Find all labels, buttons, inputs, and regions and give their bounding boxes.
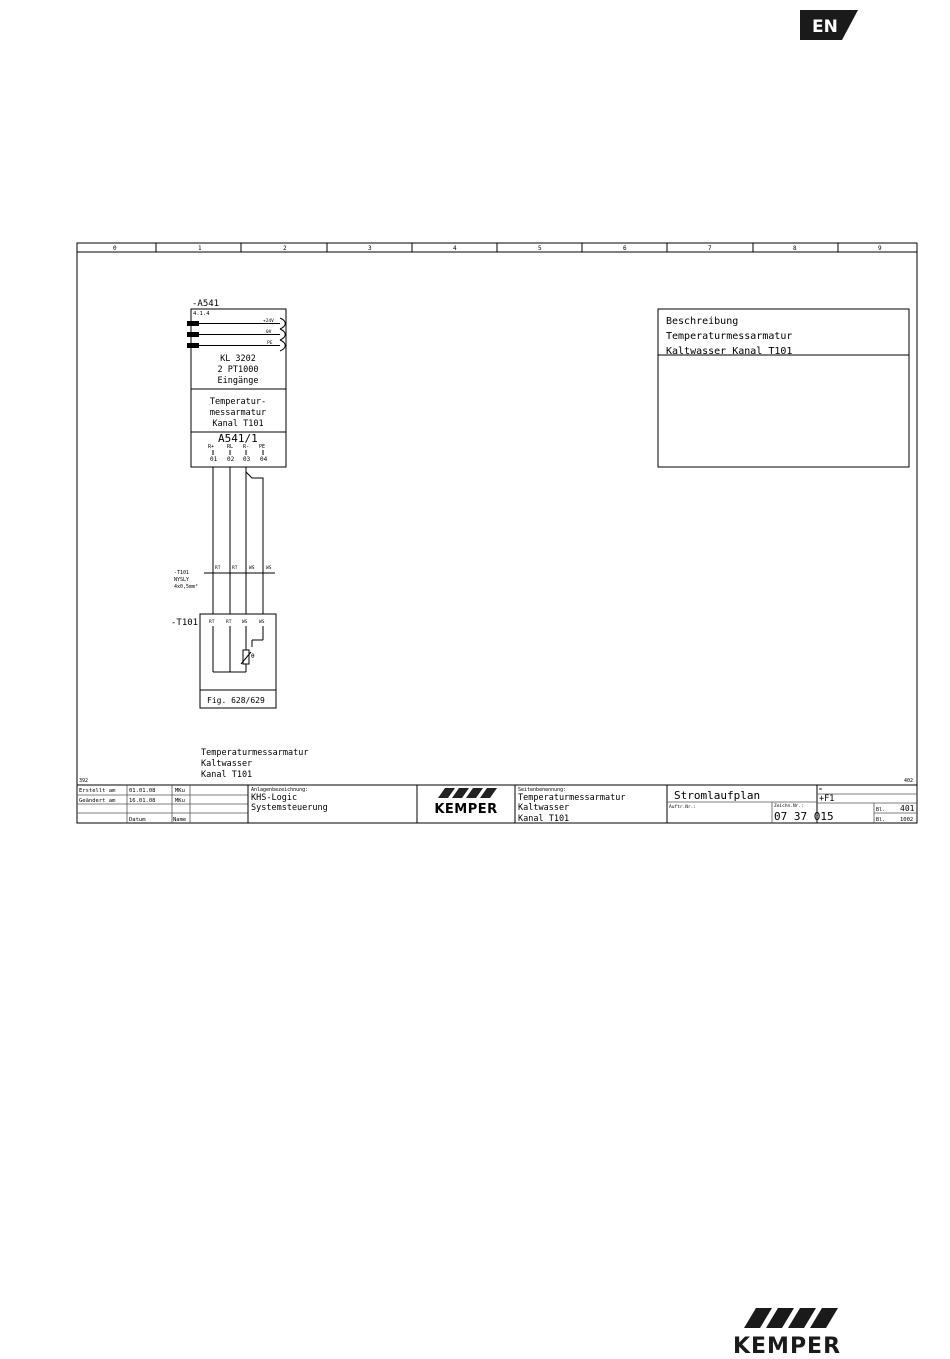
date-label: Datum bbox=[129, 817, 146, 823]
terminal-ref: A541/1 bbox=[218, 432, 258, 445]
cable-type: NYSLY bbox=[174, 577, 190, 583]
column-number: 8 bbox=[793, 245, 797, 252]
terminal-number: 02 bbox=[227, 456, 235, 463]
resistor-symbol bbox=[243, 650, 249, 664]
doc-type: Stromlaufplan bbox=[674, 789, 761, 802]
column-number: 5 bbox=[538, 245, 542, 252]
drawing-label: Zeichn.Nr.: bbox=[774, 804, 804, 809]
sensor-fig: Fig. 628/629 bbox=[207, 696, 265, 705]
kemper-logo-text: KEMPER bbox=[732, 1334, 842, 1356]
sensor-terminal: RT bbox=[209, 620, 215, 625]
conductor-label: WS bbox=[266, 566, 272, 571]
page-desc-line: Kaltwasser bbox=[518, 803, 570, 813]
column-number: 1 bbox=[198, 245, 202, 252]
column-number: 3 bbox=[368, 245, 372, 252]
sensor-terminal: WS bbox=[259, 620, 265, 625]
terminal-label: RL bbox=[227, 444, 234, 450]
sensor-terminal: WS bbox=[242, 620, 248, 625]
description-box bbox=[658, 309, 909, 467]
column-number: 0 bbox=[113, 245, 117, 252]
pin-label: 0V bbox=[266, 330, 272, 335]
page-desc-line: Temperaturmessarmatur bbox=[518, 793, 626, 803]
order-label: Auftr.Nr.: bbox=[669, 805, 697, 810]
description-line: Temperaturmessarmatur bbox=[666, 331, 793, 342]
changed-by: MKu bbox=[175, 798, 185, 804]
kemper-logo bbox=[716, 1308, 858, 1356]
pin-label: PE bbox=[267, 341, 273, 346]
sheet-label: Bl. bbox=[876, 807, 886, 813]
column-header bbox=[113, 243, 882, 252]
terminal-number: 03 bbox=[243, 456, 251, 463]
diagram-caption bbox=[201, 748, 308, 780]
page-prev: 392 bbox=[79, 778, 89, 784]
page-desc-line: Kanal T101 bbox=[518, 814, 570, 824]
sensor-ref: -T101 bbox=[171, 618, 199, 628]
column-number: 7 bbox=[708, 245, 712, 252]
module-ref: -A541 bbox=[192, 299, 220, 309]
terminal-number: 04 bbox=[260, 456, 268, 463]
terminal-number: 01 bbox=[210, 456, 218, 463]
column-number: 6 bbox=[623, 245, 627, 252]
plant-line: Systemsteuerung bbox=[251, 803, 328, 813]
cable-t101 bbox=[174, 565, 275, 590]
module-sensor-type: 2 PT1000 bbox=[217, 365, 259, 375]
pin-label: +24V bbox=[263, 319, 274, 324]
location-code: +F1 bbox=[819, 794, 835, 804]
sheets-label: Bl. bbox=[876, 817, 886, 823]
caption-line: Kaltwasser bbox=[201, 759, 253, 769]
cable-spec: 4x0,5mm² bbox=[174, 584, 199, 590]
column-number: 4 bbox=[453, 245, 457, 252]
svg-text:θ: θ bbox=[251, 653, 255, 660]
column-number: 2 bbox=[283, 245, 287, 252]
changed-date: 16.01.08 bbox=[129, 798, 156, 804]
drawing-frame bbox=[77, 243, 917, 823]
wiring bbox=[213, 467, 263, 614]
caption-line: Kanal T101 bbox=[201, 770, 253, 780]
drawing-number: 07 37 015 bbox=[774, 810, 834, 823]
terminal-label: R+ bbox=[208, 444, 215, 450]
module-a541 bbox=[187, 299, 286, 467]
module-function: Kanal T101 bbox=[212, 419, 264, 429]
sensor-terminal: RT bbox=[226, 620, 232, 625]
created-by: MKu bbox=[175, 788, 185, 794]
conductor-label: WS bbox=[249, 566, 255, 571]
title-block bbox=[77, 785, 917, 824]
location-label: = bbox=[819, 787, 823, 793]
conductor-label: RT bbox=[232, 566, 238, 571]
module-inputs-label: Eingänge bbox=[217, 376, 259, 386]
sheet-number: 401 bbox=[900, 804, 915, 813]
module-function: messarmatur bbox=[209, 408, 267, 418]
cable-ref: -T101 bbox=[174, 570, 190, 576]
language-badge-label: EN bbox=[812, 17, 838, 37]
module-function: Temperatur- bbox=[209, 397, 267, 407]
created-label: Erstellt am bbox=[79, 788, 116, 794]
description-title: Beschreibung bbox=[666, 316, 739, 327]
description-line: Kaltwasser Kanal T101 bbox=[666, 346, 793, 357]
conductor-label: RT bbox=[215, 566, 221, 571]
changed-label: Geändert am bbox=[79, 798, 116, 804]
title-block-logo-text: KEMPER bbox=[434, 802, 498, 817]
column-number: 9 bbox=[878, 245, 882, 252]
module-model: KL 3202 bbox=[220, 354, 256, 364]
power-pins bbox=[187, 318, 285, 351]
name-label: Name bbox=[173, 817, 187, 823]
terminal-label: PE bbox=[259, 444, 266, 450]
created-date: 01.01.08 bbox=[129, 788, 156, 794]
module-slot: 4.1.4 bbox=[193, 311, 210, 317]
plant-label: Anlagenbezeichnung: bbox=[251, 787, 309, 793]
page-desc-label: Seitenbenennung: bbox=[518, 787, 567, 793]
terminal-label: R- bbox=[243, 444, 250, 450]
sensor-t101 bbox=[171, 614, 276, 708]
caption-line: Temperaturmessarmatur bbox=[201, 748, 309, 758]
page-next: 402 bbox=[904, 778, 914, 784]
title-block-logo bbox=[434, 788, 497, 817]
sheets-total: 1002 bbox=[900, 817, 914, 823]
plant-line: KHS-Logic bbox=[251, 793, 298, 803]
